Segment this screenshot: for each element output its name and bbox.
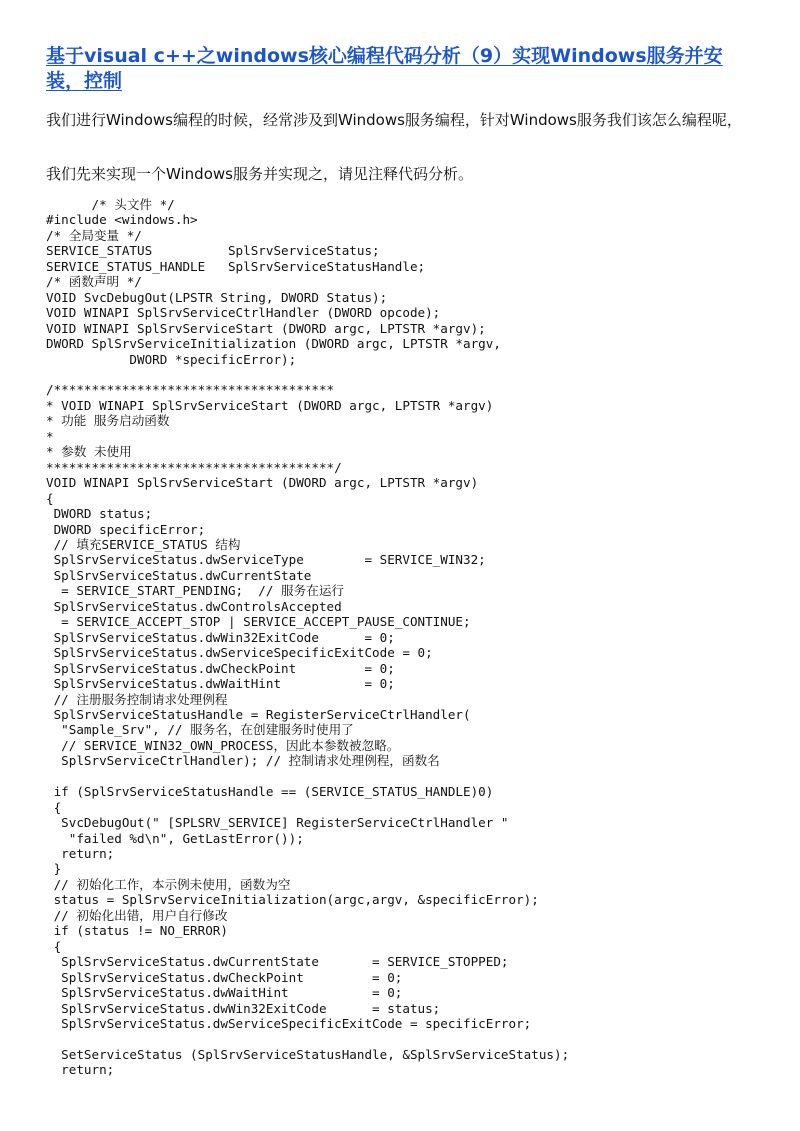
code-listing: /* 头文件 */ #include <windows.h> /* 全局变量 */ SERVICE_STATUS SplSrvServiceStatus; SERVICE_STATUS_HANDLE SplSrvServiceStatusHandle; /* 函数声明 */ VOID SvcDebugOut(LPSTR String, DWORD Status); VOID WINAPI SplSrvServiceCtrlHandler (DWORD opcode); VOID WINAPI SplSrvServiceStart (DWORD argc, LPTSTR *argv); DWORD SplSrvServiceInitialization (DWORD argc, LPTSTR *argv, DWORD *specificError); /************************************* * VOID WINAPI SplSrvServiceStart (DWORD argc, LPTSTR *argv) * 功能 服务启动函数 * * 参数 未使用 **************************************/ VOID WINAPI SplSrvServiceStart (DWORD argc, LPTSTR *argv) { DWORD status; DWORD specificError; // 填充SERVICE_STATUS 结构 SplSrvServiceStatus.dwServiceType = SERVICE_WIN32; SplSrvServiceStatus.dwCurrentState = SERVICE_START_PENDING; // 服务在运行 SplSrvServiceStatus.dwControlsAccepted = SERVICE_ACCEPT_STOP | SERVICE_ACCEPT_PAUSE_CONTINUE; SplSrvServiceStatus.dwWin32ExitCode = 0; SplSrvServiceStatus.dwServiceSpecificExitCode = 0; SplSrvServiceStatus.dwCheckPoint = 0; SplSrvServiceStatus.dwWaitHint = 0; // 注册服务控制请求处理例程 SplSrvServiceStatusHandle = RegisterServiceCtrlHandler( "Sample_Srv", // 服务名，在创建服务时使用了 // SERVICE_WIN32_OWN_PROCESS，因此本参数被忽略。 SplSrvServiceCtrlHandler); // 控制请求处理例程，函数名 if (SplSrvServiceStatusHandle == (SERVICE_STATUS_HANDLE)0) { SvcDebugOut(" [SPLSRV_SERVICE] RegisterServiceCtrlHandler " "failed %d\n", GetLastError()); return; } // 初始化工作，本示例未使用，函数为空 status = SplSrvServiceInitialization(argc,argv, &specificError); // 初始化出错，用户自行修改 if (status != NO_ERROR) { SplSrvServiceStatus.dwCurrentState = SERVICE_STOPPED; SplSrvServiceStatus.dwCheckPoint = 0; SplSrvServiceStatus.dwWaitHint = 0; SplSrvServiceStatus.dwWin32ExitCode = status; SplSrvServiceStatus.dwServiceSpecificExitCode = specificError; SetServiceStatus (SplSrvServiceStatusHandle, &SplSrvServiceStatus); return; [46, 197, 570, 1078]
article-title-link[interactable]: 基于visual c++之windows核心编程代码分析（9）实现Windows服务并安装，控制 [46, 45, 723, 92]
description-paragraph: 我们先来实现一个Windows服务并实现之，请见注释代码分析。 [46, 165, 473, 183]
intro-paragraph: 我们进行Windows编程的时候，经常涉及到Windows服务编程，针对Windows服务我们该怎么编程呢， [46, 111, 742, 129]
